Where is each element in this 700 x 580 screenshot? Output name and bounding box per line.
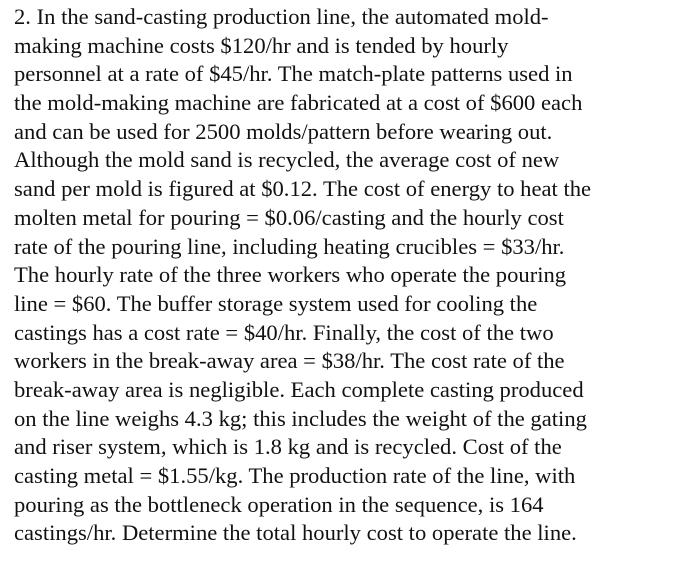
text-line-9: rate of the pouring line, including heating crucibles = $33/hr. bbox=[14, 233, 565, 259]
text-line-6: Although the mold sand is recycled, the average cost of new bbox=[14, 147, 560, 173]
text-line-11: line = $60. The buffer storage system used for cooling the bbox=[14, 290, 538, 316]
text-line-14: break-away area is negligible. Each complete casting produced bbox=[14, 376, 584, 402]
text-line-13: workers in the break-away area = $38/hr. The cost rate of the bbox=[14, 348, 565, 374]
text-line-12: castings has a cost rate = $40/hr. Finally, the cost of the two bbox=[14, 319, 554, 345]
text-line-16: and riser system, which is 1.8 kg and is recycled. Cost of the bbox=[14, 434, 562, 460]
text-line-8: molten metal for pouring = $0.06/casting and the hourly cost bbox=[14, 204, 564, 230]
text-line-2: making machine costs $120/hr and is tended by hourly bbox=[14, 32, 509, 58]
text-line-15: on the line weighs 4.3 kg; this includes the weight of the gating bbox=[14, 405, 587, 431]
text-line-18: pouring as the bottleneck operation in the sequence, is 164 bbox=[14, 491, 544, 517]
text-line-19: castings/hr. Determine the total hourly cost to operate the line. bbox=[14, 520, 577, 546]
text-line-7: sand per mold is figured at $0.12. The cost of energy to heat the bbox=[14, 176, 592, 202]
text-line-3: personnel at a rate of $45/hr. The match-plate patterns used in bbox=[14, 61, 573, 87]
text-line-4: the mold-making machine are fabricated at a cost of $600 each bbox=[14, 90, 583, 116]
problem-text bbox=[14, 3, 694, 548]
text-line-1: 2. In the sand-casting production line, the automated mold- bbox=[14, 4, 549, 29]
text-line-17: casting metal = $1.55/kg. The production rate of the line, with bbox=[14, 463, 576, 488]
text-line-10: The hourly rate of the three workers who operate the pouring bbox=[14, 262, 567, 288]
text-line-5: and can be used for 2500 molds/pattern before wearing out. bbox=[14, 118, 553, 144]
